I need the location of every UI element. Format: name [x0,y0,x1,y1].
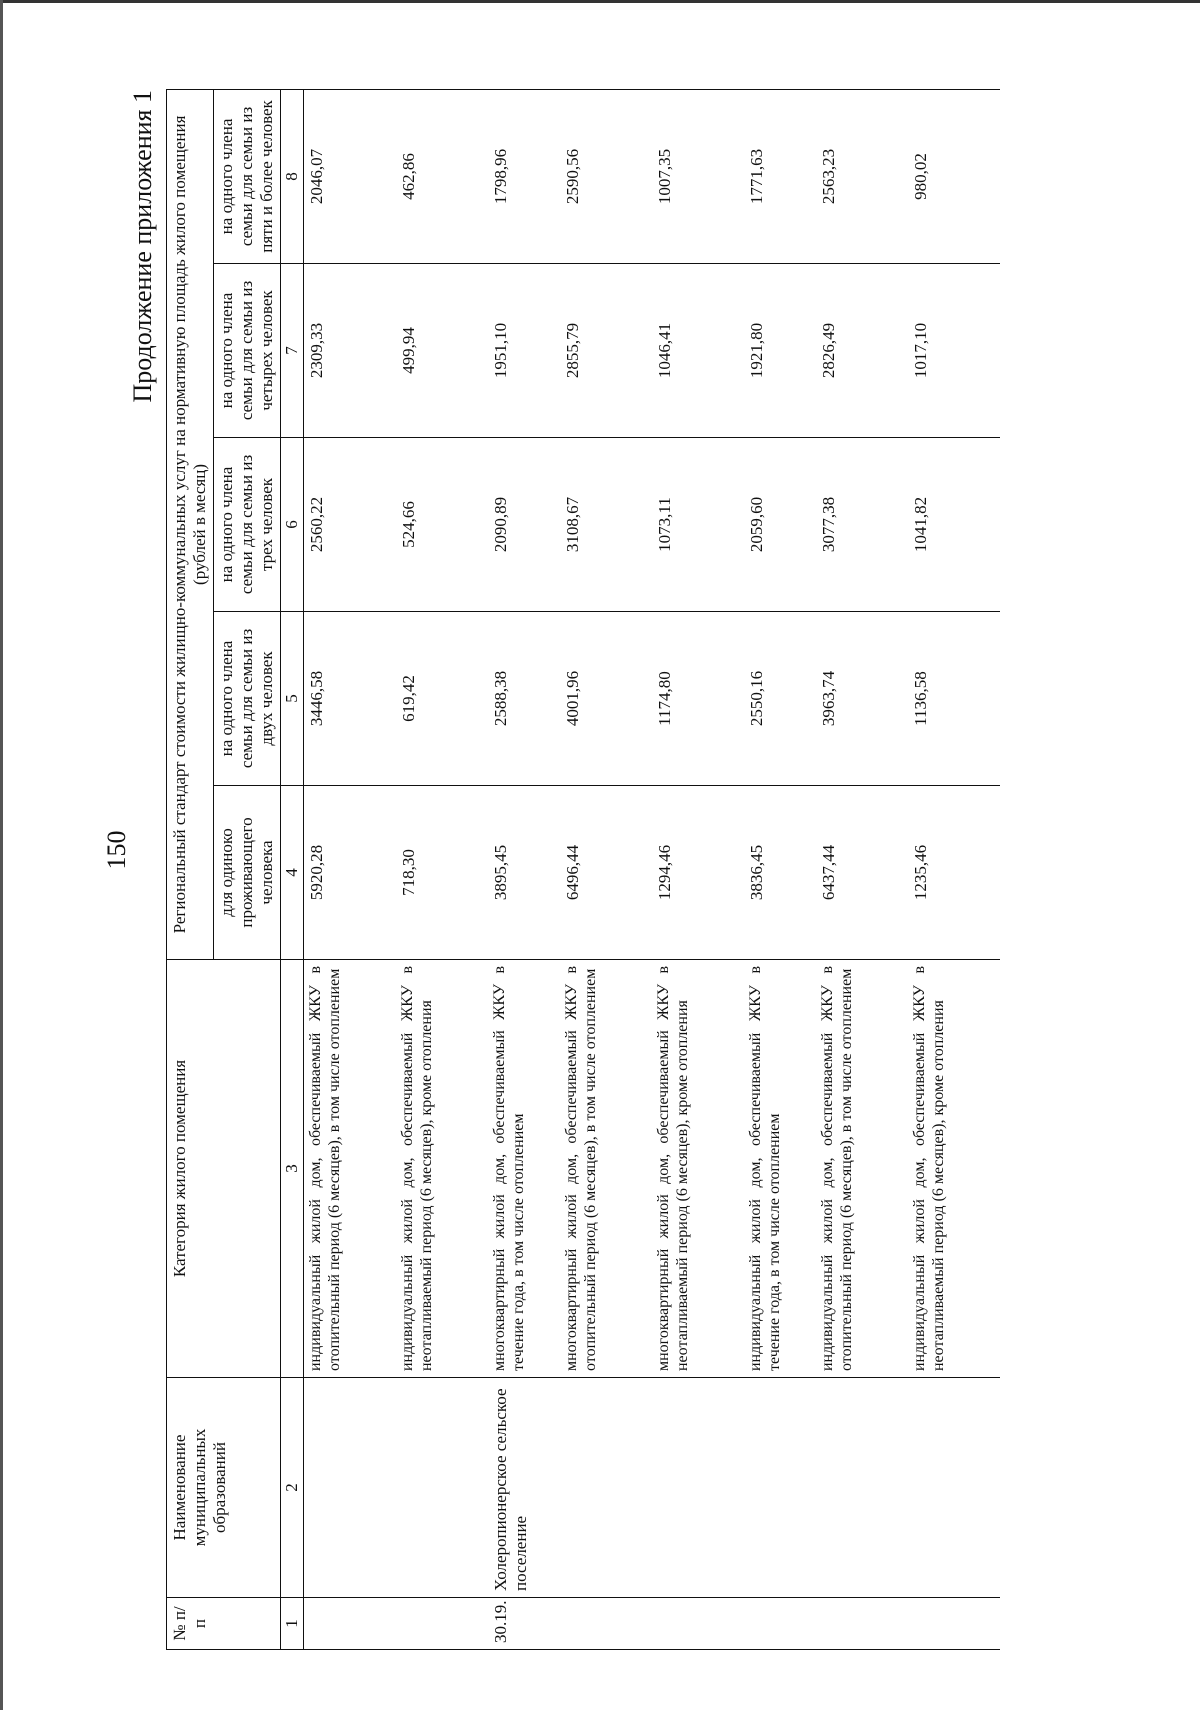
column-number: 5 [281,612,304,786]
value-five-plus: 2590,56 [560,89,652,263]
value-single: 6496,44 [560,786,652,960]
row-number: 30.19. [488,1598,560,1650]
municipality-name [744,1378,816,1598]
value-three: 2059,60 [744,438,816,612]
value-three: 3108,67 [560,438,652,612]
municipality-name [560,1378,652,1598]
row-number [744,1598,816,1650]
value-single: 718,30 [396,786,488,960]
table-row [560,89,652,1649]
row-number [652,1598,744,1650]
value-three: 1041,82 [908,438,1000,612]
header-family-of-three: на одного члена семьи для семьи из трех человек [214,438,281,612]
value-two: 2550,16 [744,612,816,786]
page-number: 150 [102,830,131,870]
value-three: 3077,38 [816,438,908,612]
value-five-plus: 462,86 [396,89,488,263]
value-four: 1017,10 [908,264,1000,438]
value-two: 3446,58 [304,612,397,786]
value-single: 6437,44 [816,786,908,960]
column-number: 1 [281,1598,304,1650]
value-two: 3963,74 [816,612,908,786]
column-number: 3 [281,960,304,1378]
value-three: 2560,22 [304,438,397,612]
table-row [396,89,488,1649]
value-four: 1921,80 [744,264,816,438]
header-single-person: для одиноко проживающего человека [214,786,281,960]
row-number [908,1598,1000,1650]
table-row [652,89,744,1649]
header-regional-standard: Региональный стандарт стоимости жилищно-коммунальных услуг на нормативную площадь жилого помещения (рублей в месяц) [167,89,214,959]
housing-category: многоквартирный жилой дом, обеспечиваемый ЖКУ в отопительный период (6 месяцев), в том числе отоплением [560,960,652,1378]
value-three: 2090,89 [488,438,560,612]
housing-category: индивидуальный жилой дом, обеспечиваемый ЖКУ в отопительный период (6 месяцев), в том числе отоплением [816,960,908,1378]
table-row [488,89,560,1649]
value-single: 1294,46 [652,786,744,960]
table-row [304,89,397,1649]
value-four: 2826,49 [816,264,908,438]
standards-table [166,89,1000,1650]
header-municipality: Наименование муниципальных образований [167,1378,281,1598]
value-two: 1174,80 [652,612,744,786]
value-four: 1046,41 [652,264,744,438]
housing-category: индивидуальный жилой дом, обеспечиваемый ЖКУ в отопительный период (6 месяцев), в том числе отоплением [304,960,397,1378]
housing-category: индивидуальный жилой дом, обеспечиваемый ЖКУ в неотапливаемый период (6 месяцев), кроме отопления [908,960,1000,1378]
value-five-plus: 980,02 [908,89,1000,263]
housing-category: индивидуальный жилой дом, обеспечиваемый ЖКУ в течение года, в том числе отоплением [744,960,816,1378]
value-five-plus: 1771,63 [744,89,816,263]
value-two: 619,42 [396,612,488,786]
column-number: 7 [281,264,304,438]
column-number: 4 [281,786,304,960]
row-number [396,1598,488,1650]
municipality-name [304,1378,397,1598]
column-number-row [281,89,304,1649]
rotated-page-content [20,90,1120,1650]
value-single: 3895,45 [488,786,560,960]
housing-category: многоквартирный жилой дом, обеспечиваемый ЖКУ в течение года, в том числе отоплением [488,960,560,1378]
value-four: 499,94 [396,264,488,438]
municipality-name [652,1378,744,1598]
value-single: 3836,45 [744,786,816,960]
header-number: № п/п [167,1598,281,1650]
header-family-of-four: на одного члена семьи для семьи из четырех человек [214,264,281,438]
municipality-name [396,1378,488,1598]
municipality-name: Холеропионерское сельское поселение [488,1378,560,1598]
value-four: 2855,79 [560,264,652,438]
table-row [816,89,908,1649]
column-number: 6 [281,438,304,612]
page-edge-left [0,0,3,1710]
continuation-title: Продолжение приложения 1 [128,90,157,403]
value-two: 1136,58 [908,612,1000,786]
value-single: 1235,46 [908,786,1000,960]
page-edge-top [0,0,1200,3]
value-three: 524,66 [396,438,488,612]
row-number [304,1598,397,1650]
housing-category: индивидуальный жилой дом, обеспечиваемый ЖКУ в неотапливаемый период (6 месяцев), кроме отопления [396,960,488,1378]
value-two: 4001,96 [560,612,652,786]
value-five-plus: 1007,35 [652,89,744,263]
value-four: 2309,33 [304,264,397,438]
table-row [908,89,1000,1649]
row-number [816,1598,908,1650]
column-number: 2 [281,1378,304,1598]
row-number [560,1598,652,1650]
municipality-name [816,1378,908,1598]
value-four: 1951,10 [488,264,560,438]
value-five-plus: 2563,23 [816,89,908,263]
housing-category: многоквартирный жилой дом, обеспечиваемый ЖКУ в неотапливаемый период (6 месяцев), кроме отопления [652,960,744,1378]
value-two: 2588,38 [488,612,560,786]
header-family-of-five-plus: на одного члена семьи для семьи из пяти и более человек [214,89,281,263]
value-single: 5920,28 [304,786,397,960]
value-five-plus: 2046,07 [304,89,397,263]
municipality-name [908,1378,1000,1598]
value-five-plus: 1798,96 [488,89,560,263]
value-three: 1073,11 [652,438,744,612]
table-row [744,89,816,1649]
header-category: Категория жилого помещения [167,960,281,1378]
header-family-of-two: на одного члена семьи для семьи из двух человек [214,612,281,786]
column-number: 8 [281,89,304,263]
